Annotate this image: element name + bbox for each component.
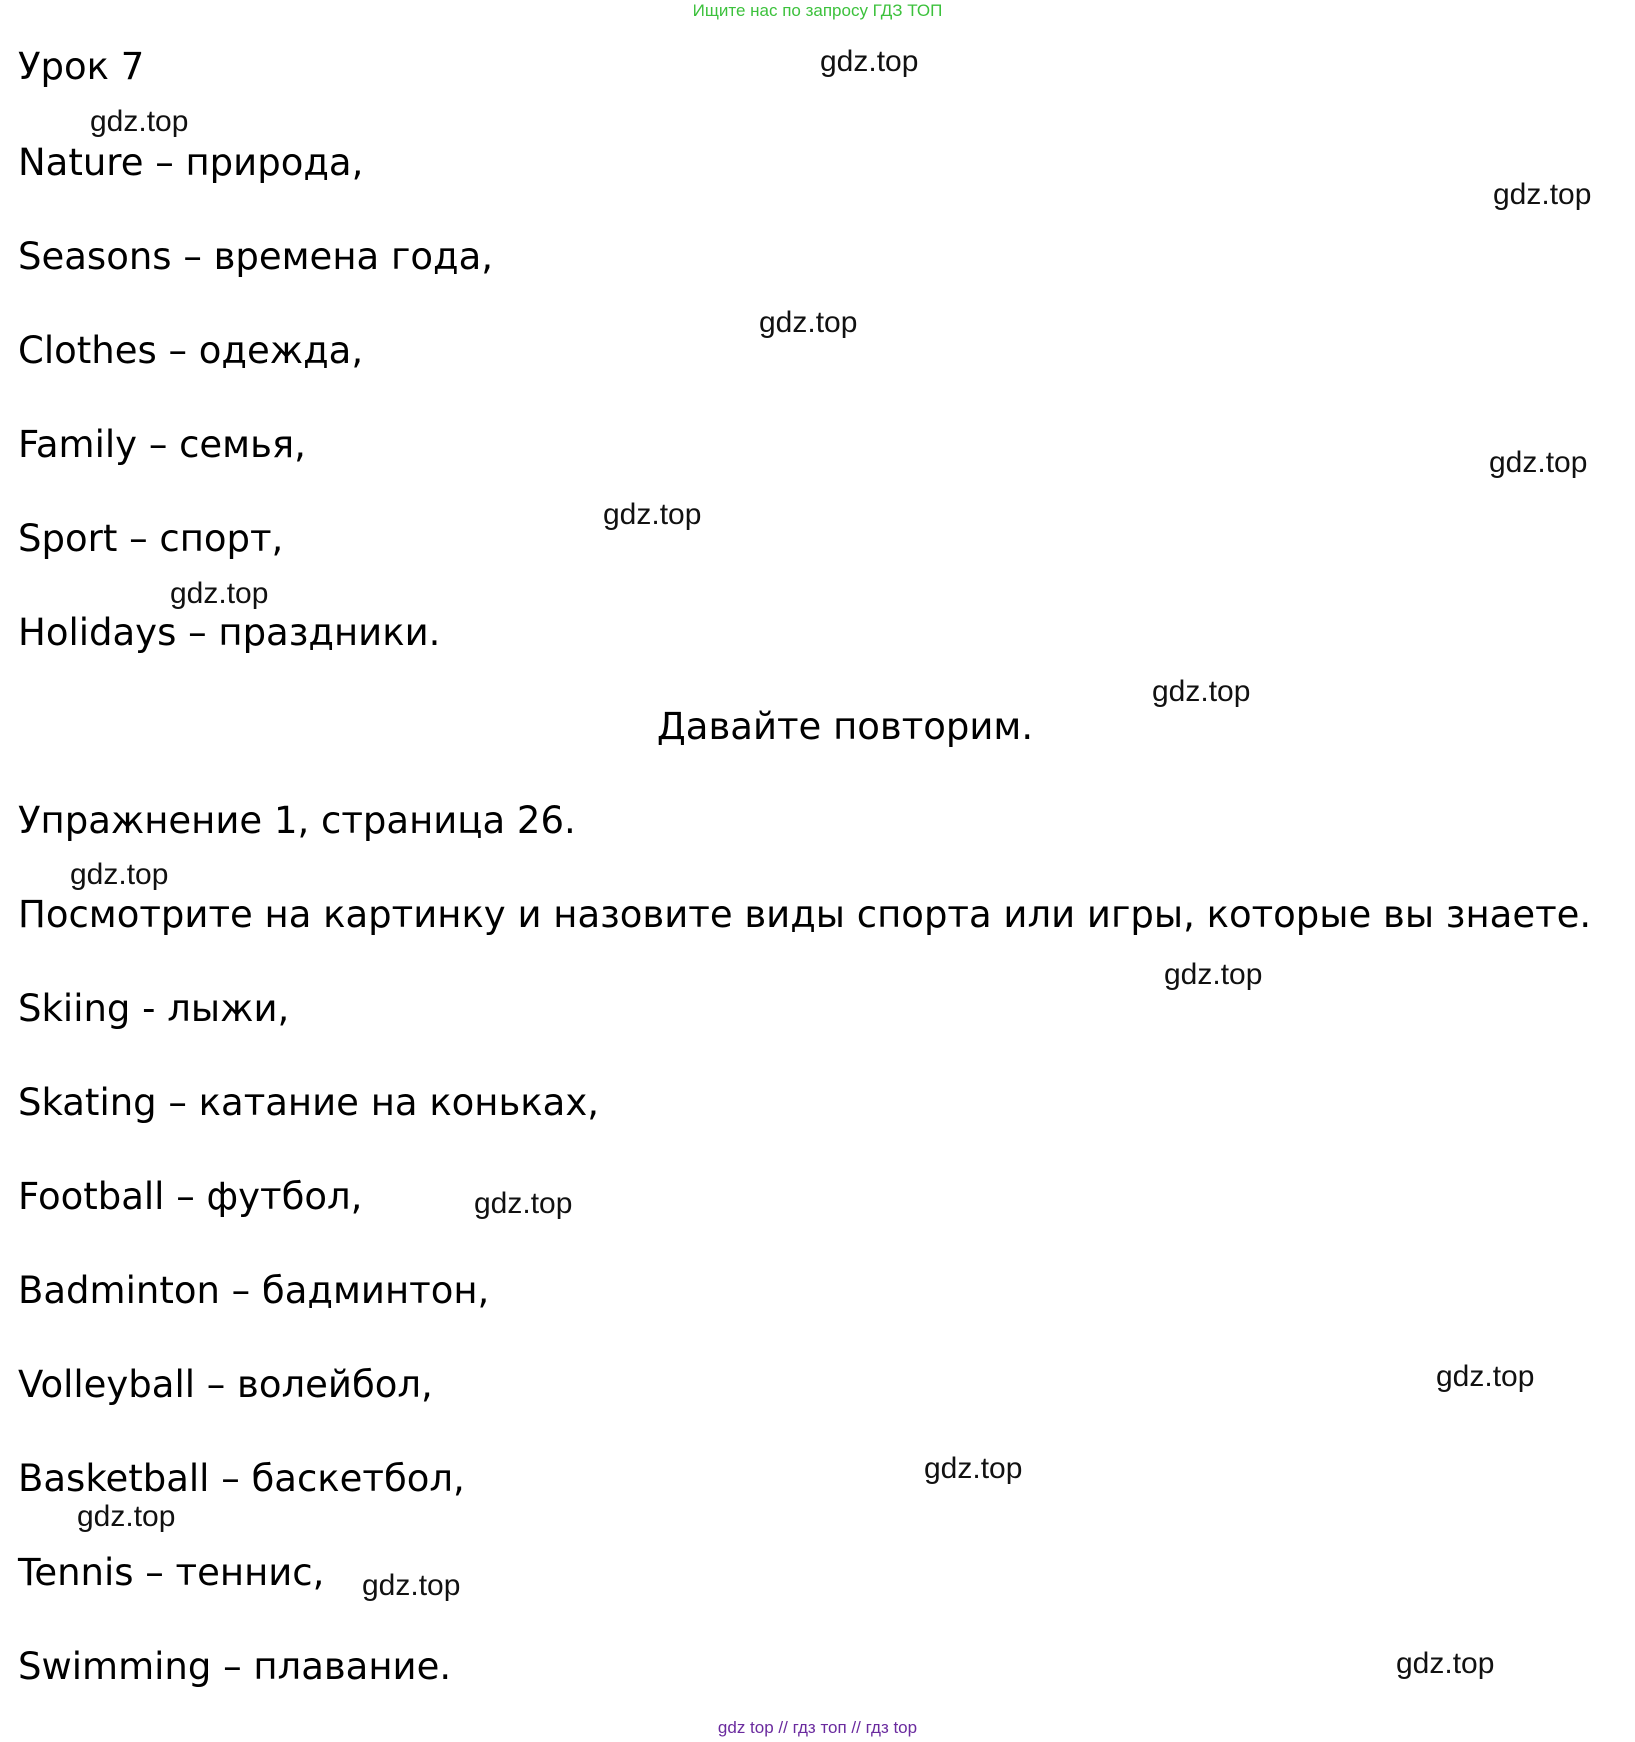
lesson-title: Урок 7 bbox=[18, 45, 145, 88]
footer-credits: gdz top // гдз топ // гдз top bbox=[717, 1718, 918, 1737]
watermark: gdz.top bbox=[170, 577, 269, 610]
review-heading: Давайте повторим. bbox=[656, 705, 1034, 748]
topic-holidays: Holidays – праздники. bbox=[18, 611, 441, 654]
search-hint-banner: Ищите нас по запросу ГДЗ ТОП bbox=[692, 1, 943, 20]
sport-volleyball: Volleyball – волейбол, bbox=[18, 1363, 433, 1406]
exercise-title: Упражнение 1, страница 26. bbox=[18, 799, 576, 842]
watermark: gdz.top bbox=[924, 1452, 1023, 1485]
sport-swimming: Swimming – плавание. bbox=[18, 1645, 452, 1688]
watermark: gdz.top bbox=[362, 1569, 461, 1602]
watermark: gdz.top bbox=[77, 1500, 176, 1533]
exercise-instruction: Посмотрите на картинку и назовите виды спорта или игры, которые вы знаете. bbox=[18, 893, 1592, 936]
sport-skating: Skating – катание на коньках, bbox=[18, 1081, 599, 1124]
topic-nature: Nature – природа, bbox=[18, 141, 364, 184]
topic-sport: Sport – спорт, bbox=[18, 517, 284, 560]
sport-tennis: Tennis – теннис, bbox=[18, 1551, 325, 1594]
watermark: gdz.top bbox=[603, 498, 702, 531]
topic-clothes: Clothes – одежда, bbox=[18, 329, 364, 372]
watermark: gdz.top bbox=[1164, 958, 1263, 991]
topic-seasons: Seasons – времена года, bbox=[18, 235, 494, 278]
sport-badminton: Badminton – бадминтон, bbox=[18, 1269, 490, 1312]
watermark: gdz.top bbox=[759, 306, 858, 339]
watermark: gdz.top bbox=[474, 1187, 573, 1220]
watermark: gdz.top bbox=[90, 105, 189, 138]
watermark: gdz.top bbox=[1152, 675, 1251, 708]
watermark: gdz.top bbox=[70, 858, 169, 891]
watermark: gdz.top bbox=[1396, 1647, 1495, 1680]
watermark: gdz.top bbox=[820, 45, 919, 78]
sport-skiing: Skiing - лыжи, bbox=[18, 987, 290, 1030]
watermark: gdz.top bbox=[1436, 1360, 1535, 1393]
sport-football: Football – футбол, bbox=[18, 1175, 363, 1218]
watermark: gdz.top bbox=[1493, 178, 1592, 211]
sport-basketball: Basketball – баскетбол, bbox=[18, 1457, 465, 1500]
topic-family: Family – семья, bbox=[18, 423, 306, 466]
watermark: gdz.top bbox=[1489, 446, 1588, 479]
